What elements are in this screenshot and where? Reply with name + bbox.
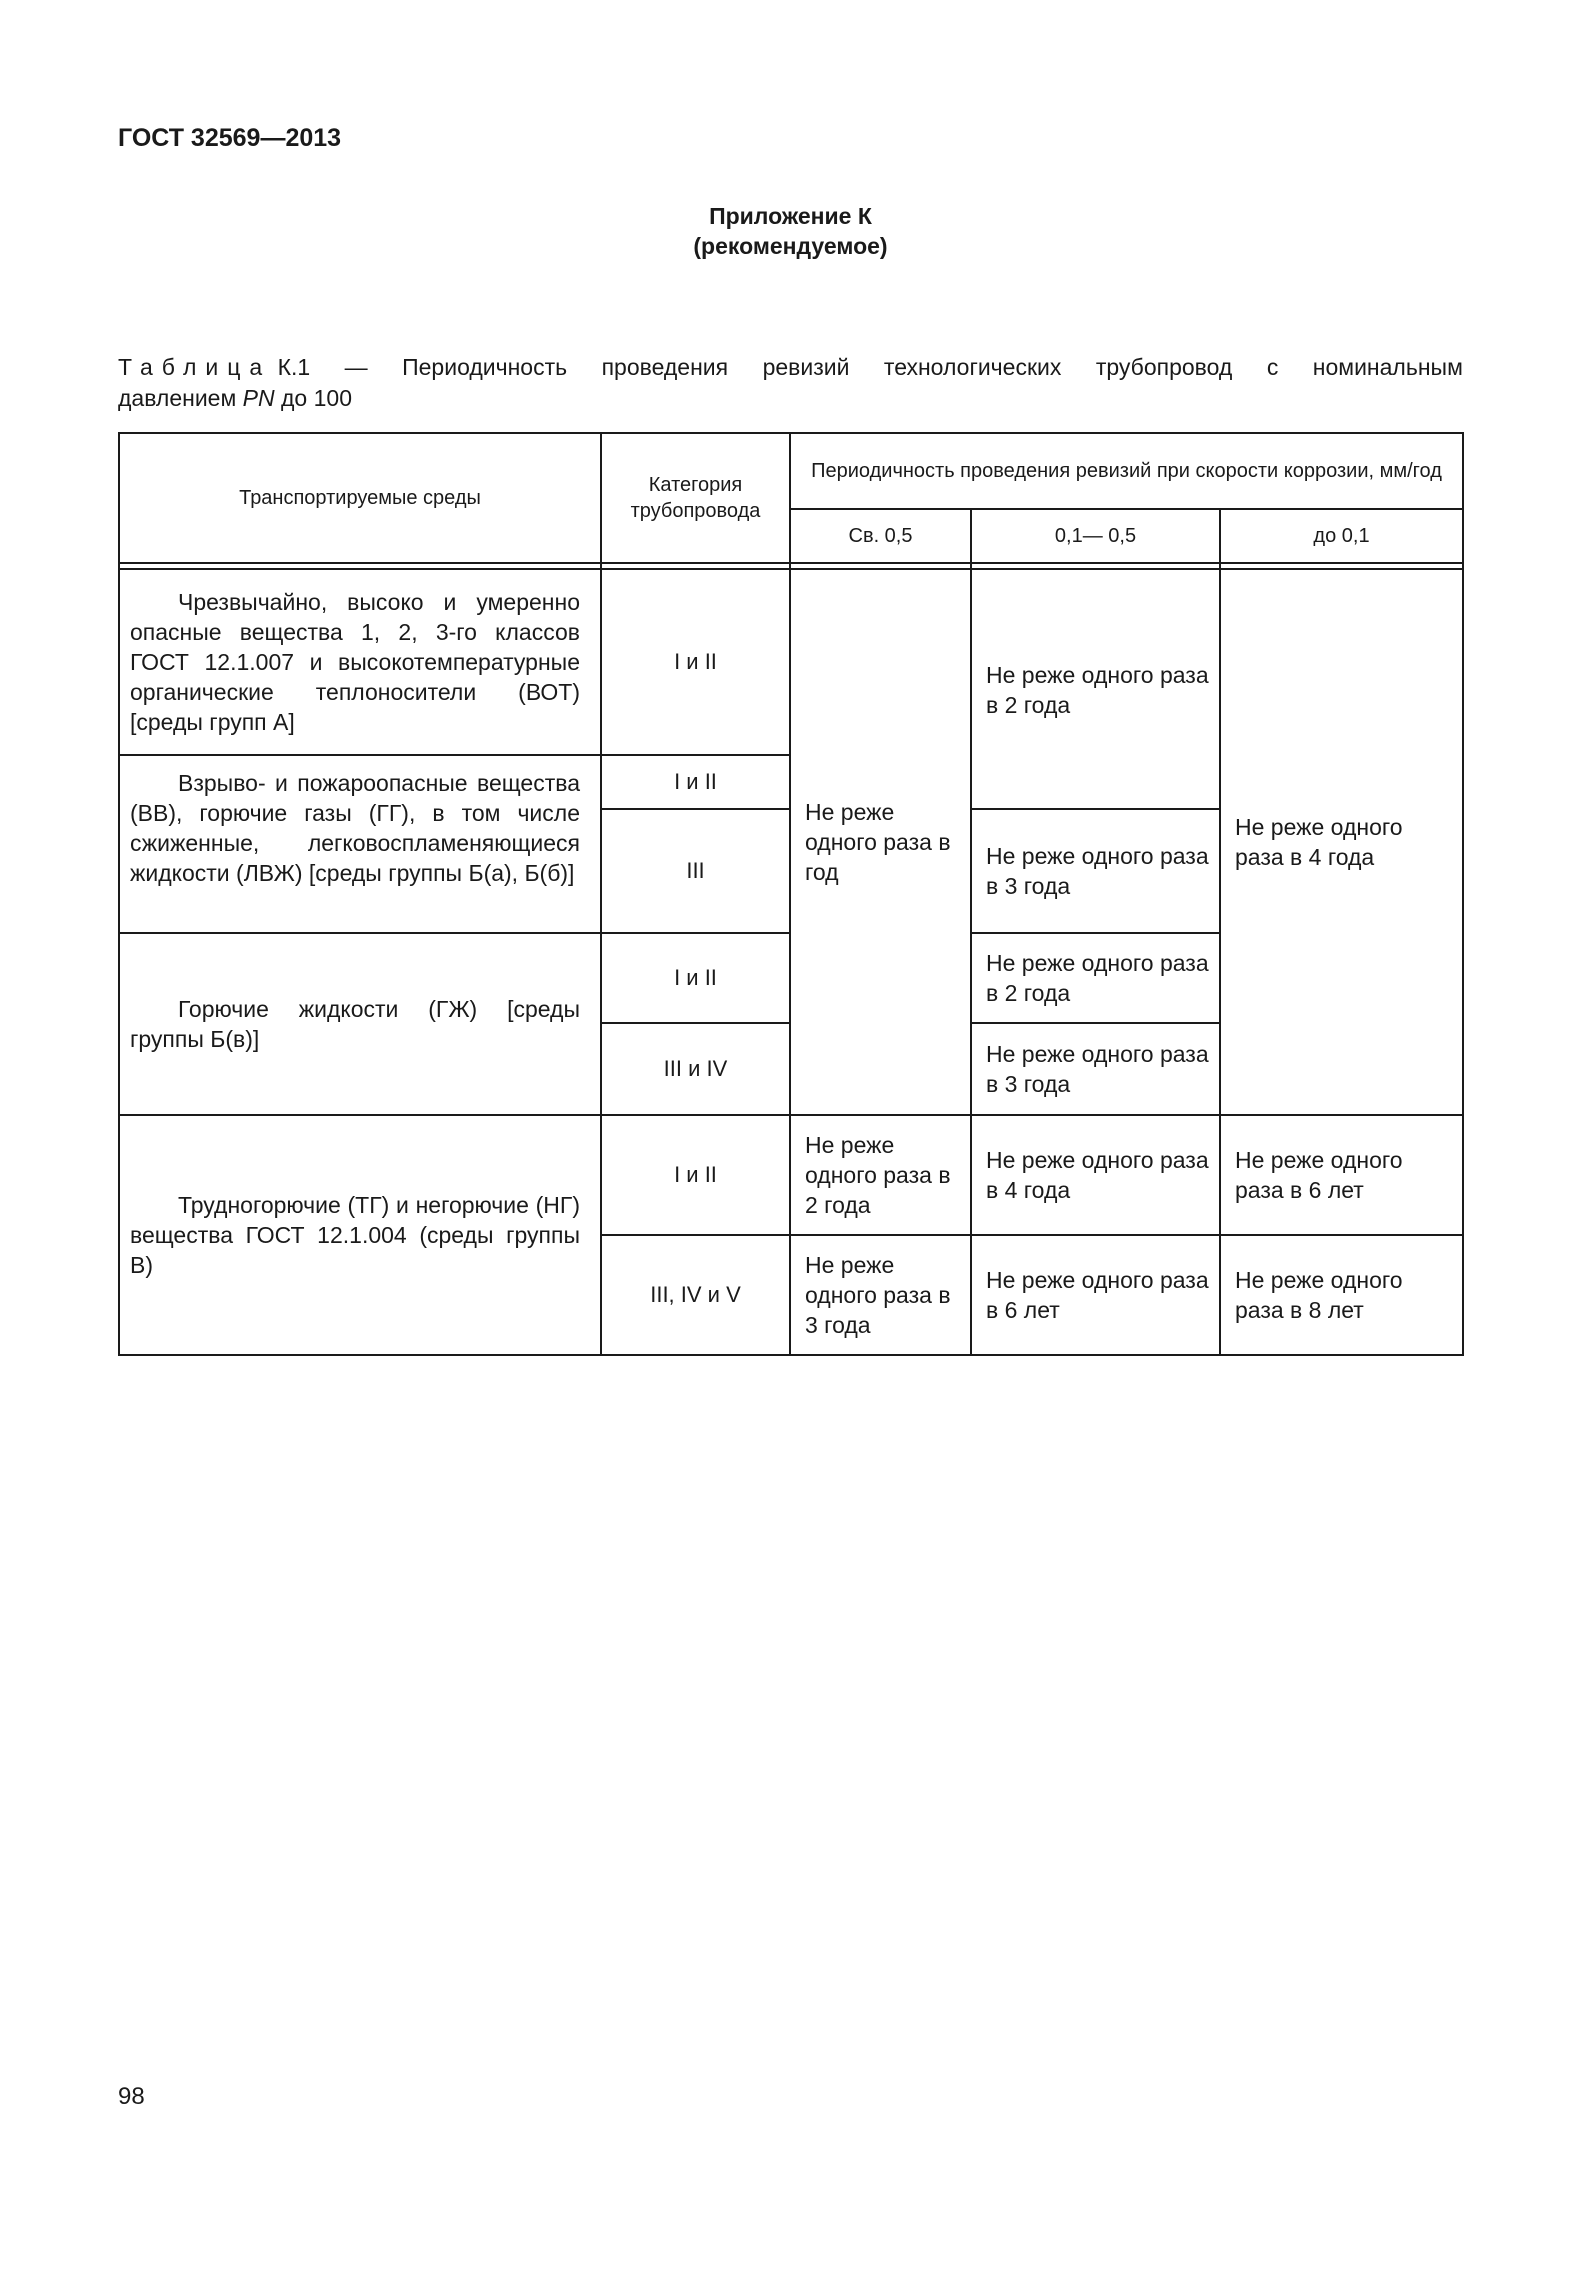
media-group-a: Чрезвычайно, высоко и умеренно опасные вещества 1, 2, 3-го классов ГОСТ 12.1.007 и высокотемпературные органические теплоносители (ВОТ) [среды групп А] <box>119 569 601 755</box>
annex-title: Приложение К <box>709 203 872 229</box>
category-cell: I и II <box>601 755 790 809</box>
category-cell: I и II <box>601 569 790 755</box>
media-group-v: Трудногорючие (ТГ) и негорючие (НГ) вещества ГОСТ 12.1.004 (среды группы В) <box>119 1115 601 1355</box>
header-rate-over: Св. 0,5 <box>790 509 971 563</box>
media-group-b: Взрыво- и пожароопасные вещества (ВВ), горючие газы (ГГ), в том числе сжиженные, легковоспламеняющиеся жидкости (ЛВЖ) [среды группы Б(а), Б(б)] <box>119 755 601 933</box>
caption-number: К.1 <box>277 354 311 380</box>
header-media: Транспортируемые среды <box>119 433 601 563</box>
caption-word: трубопровод <box>1095 354 1233 380</box>
value-once-3y: Не реже одного раза в 3 года <box>790 1235 971 1355</box>
category-cell: III и IV <box>601 1023 790 1115</box>
header-category: Категория трубопровода <box>601 433 790 563</box>
caption-text: до 100 <box>274 385 352 411</box>
caption-word: ревизий <box>762 354 850 380</box>
annex-subtitle: (рекомендуемое) <box>693 233 888 259</box>
caption-word: проведения <box>601 354 729 380</box>
caption-word: — <box>344 354 368 380</box>
revision-table <box>118 432 1464 1356</box>
value-once-year: Не реже одного раза в год <box>790 569 971 1115</box>
category-cell: III <box>601 809 790 933</box>
value-once-3y: Не реже одного раза в 3 года <box>971 809 1220 933</box>
value-once-2y: Не реже одного раза в 2 года <box>790 1115 971 1235</box>
value-once-8y: Не реже одного раза в 8 лет <box>1220 1235 1463 1355</box>
caption-label: Таблица <box>118 354 272 380</box>
header-periodicity: Периодичность проведения ревизий при скорости коррозии, мм/год <box>790 433 1463 509</box>
header-rate-low: до 0,1 <box>1220 509 1463 563</box>
value-once-4y: Не реже одного раза в 4 года <box>971 1115 1220 1235</box>
page-number: 98 <box>118 2083 145 2110</box>
caption-pn: PN <box>242 385 275 411</box>
value-once-4y: Не реже одного раза в 4 года <box>1220 569 1463 1115</box>
caption-word: номинальным <box>1312 354 1463 380</box>
value-once-2y: Не реже одного раза в 2 года <box>971 569 1220 809</box>
media-group-bv: Горючие жидкости (ГЖ) [среды группы Б(в)] <box>119 933 601 1115</box>
caption-text: давлением <box>118 385 243 411</box>
caption-word: с <box>1266 354 1279 380</box>
category-cell: III, IV и V <box>601 1235 790 1355</box>
header-rate-mid: 0,1— 0,5 <box>971 509 1220 563</box>
category-cell: I и II <box>601 1115 790 1235</box>
caption-word: технологических <box>883 354 1062 380</box>
value-once-6y: Не реже одного раза в 6 лет <box>1220 1115 1463 1235</box>
category-cell: I и II <box>601 933 790 1023</box>
value-once-3y: Не реже одного раза в 3 года <box>971 1023 1220 1115</box>
table-caption <box>118 352 1463 414</box>
value-once-6y: Не реже одного раза в 6 лет <box>971 1235 1220 1355</box>
caption-word: Периодичность <box>402 354 568 380</box>
value-once-2y: Не реже одного раза в 2 года <box>971 933 1220 1023</box>
standard-header: ГОСТ 32569—2013 <box>118 124 342 152</box>
